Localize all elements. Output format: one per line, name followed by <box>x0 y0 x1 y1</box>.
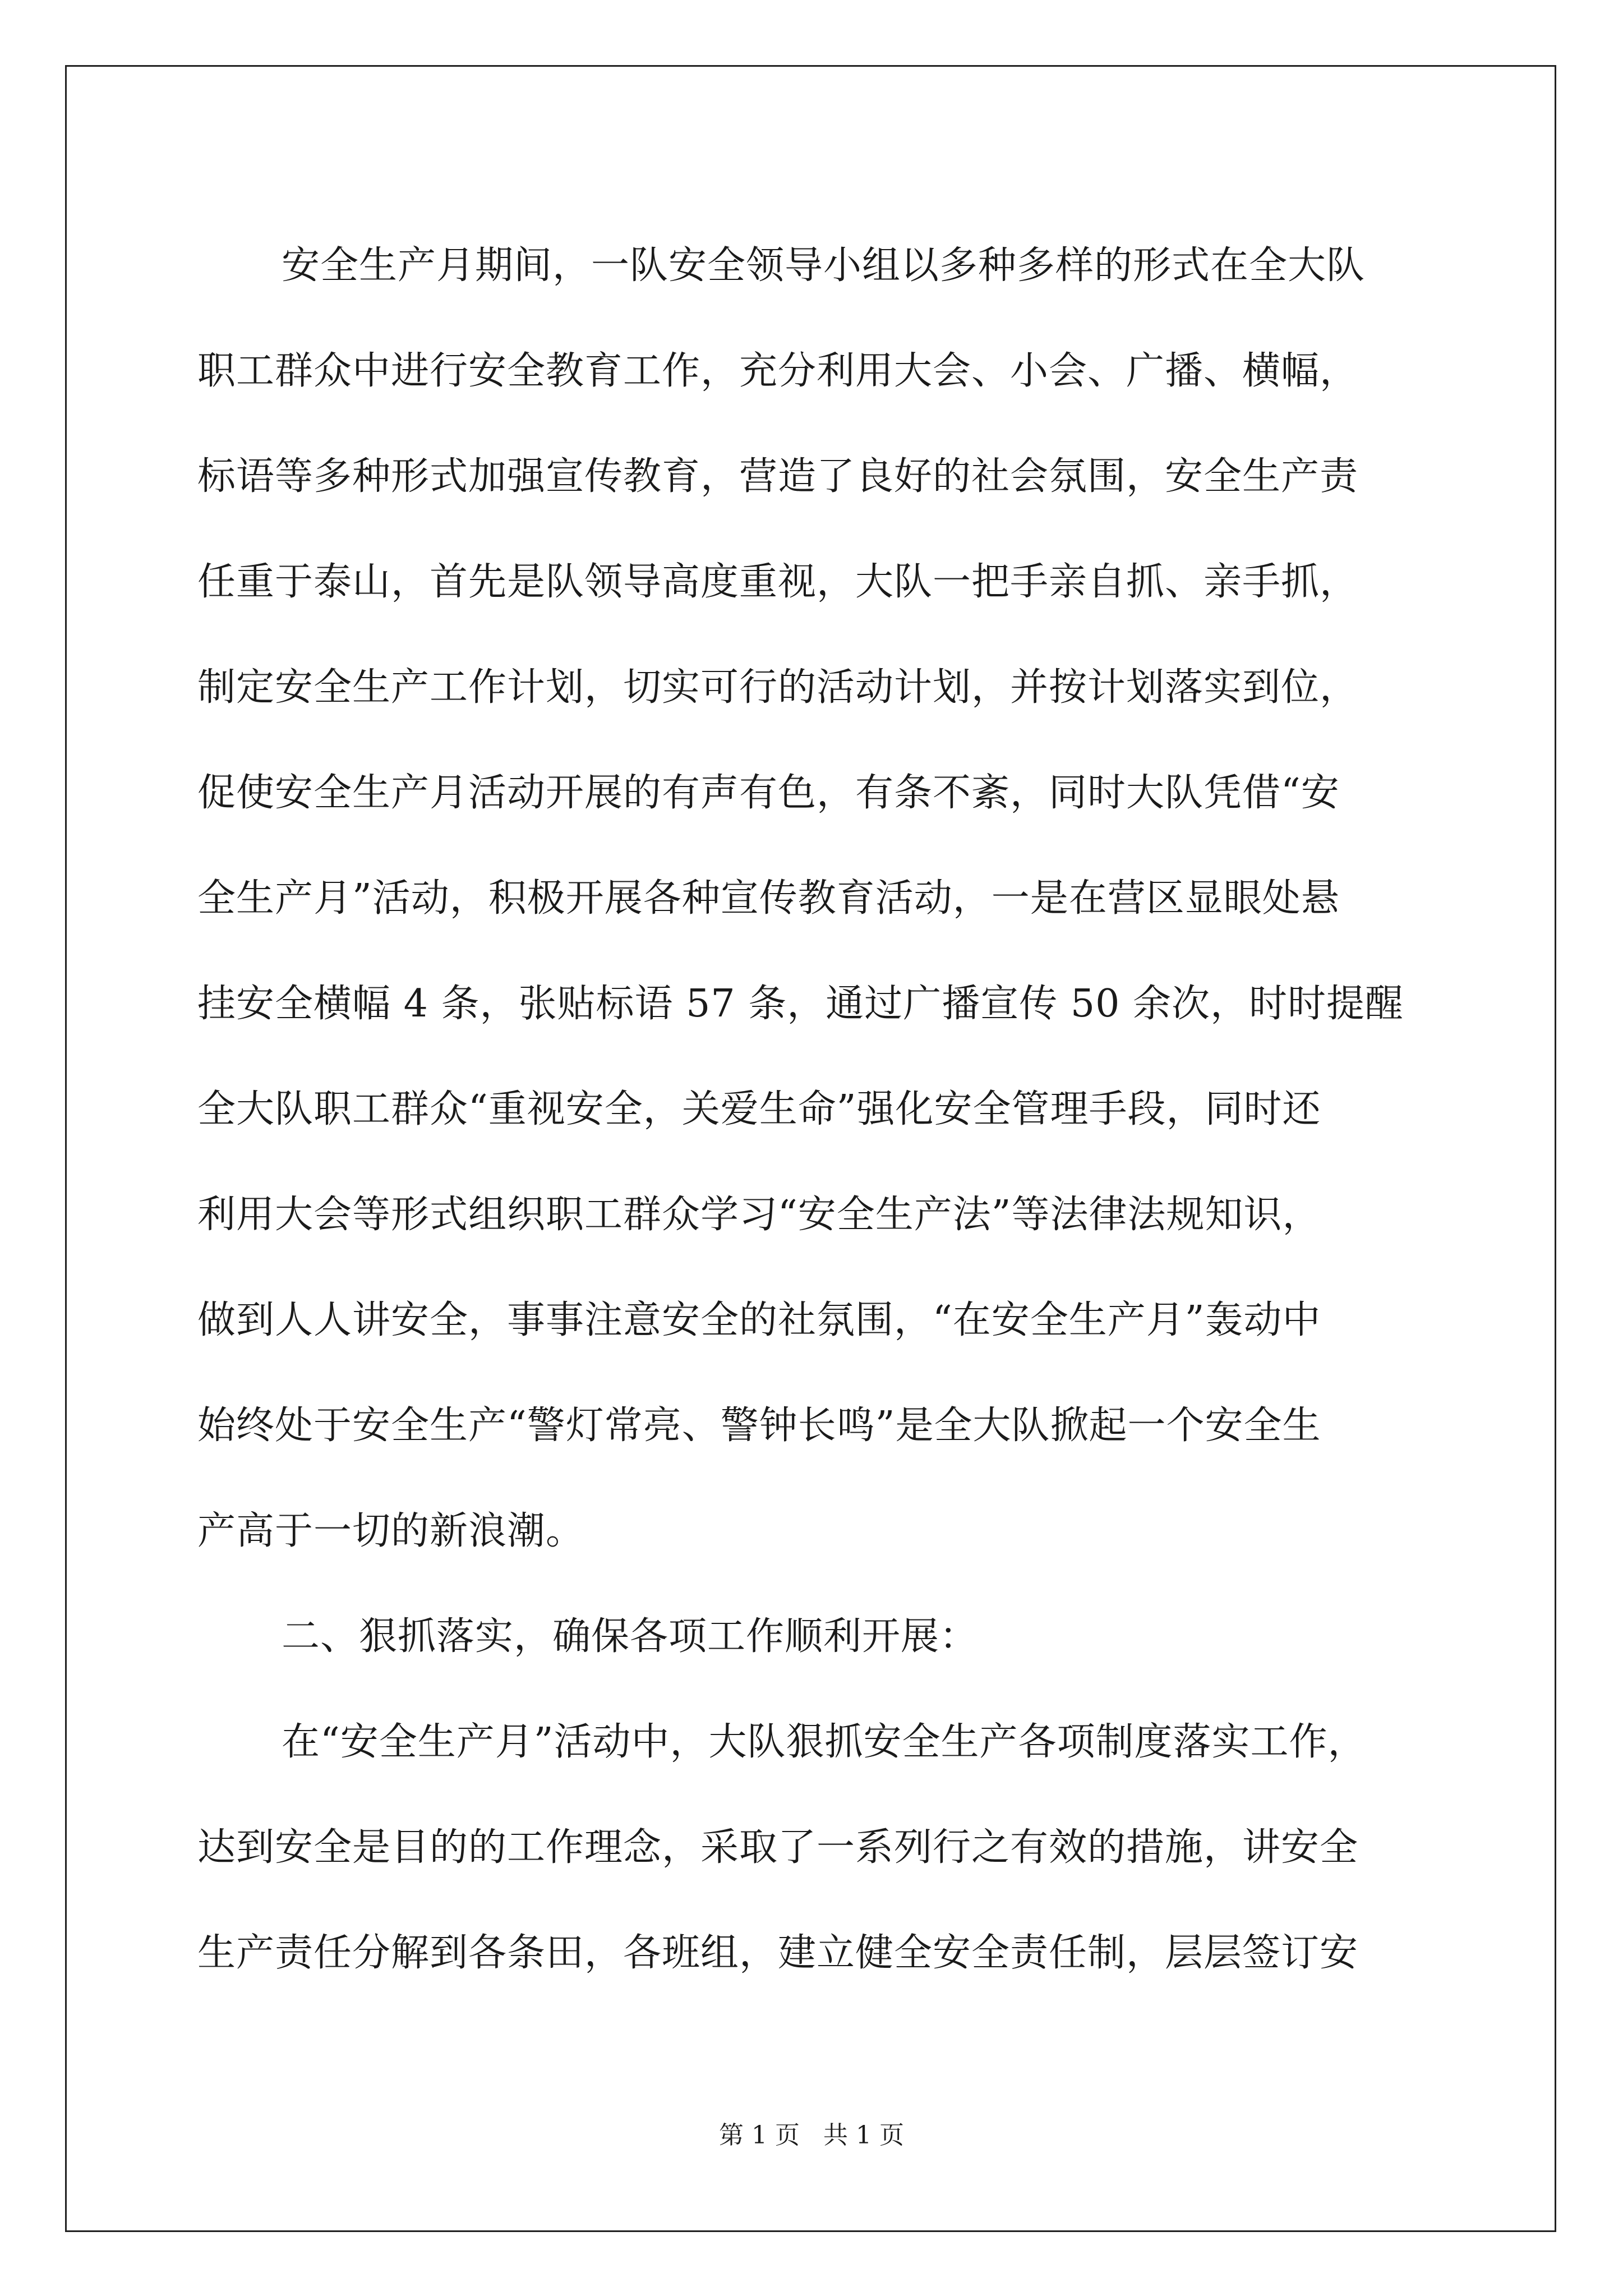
paragraph-2-line-1: 在“安全生产月”活动中，大队狠抓安全生产各项制度落实工作， <box>282 1720 1367 1764</box>
paragraph-1-line-6: 促使安全生产月活动开展的有声有色，有条不紊，同时大队凭借“安 <box>197 771 1340 815</box>
paragraph-1-line-2: 职工群众中进行安全教育工作，充分利用大会、小会、广播、横幅， <box>197 349 1359 393</box>
paragraph-2-line-3: 生产责任分解到各条田，各班组，建立健全安全责任制，层层签订安 <box>197 1931 1359 1975</box>
document-body <box>197 213 1470 2006</box>
paragraph-1-line-1: 安全生产月期间，一队安全领导小组以多种多样的形式在全大队 <box>282 243 1366 288</box>
paragraph-1-line-3: 标语等多种形式加强宣传教育，营造了良好的社会氛围，安全生产责 <box>197 454 1359 499</box>
paragraph-1-line-12: 始终处于安全生产“警灯常亮、警钟长鸣”是全大队掀起一个安全生 <box>197 1404 1321 1448</box>
paragraph-1-line-7: 全生产月”活动，积极开展各种宣传教育活动，一是在营区显眼处悬 <box>197 876 1340 921</box>
paragraph-1-line-11: 做到人人讲安全，事事注意安全的社氛围，“在安全生产月”轰动中 <box>197 1298 1321 1342</box>
paragraph-1-line-4: 任重于泰山，首先是队领导高度重视，大队一把手亲自抓、亲手抓， <box>197 560 1359 604</box>
paragraph-1-line-5: 制定安全生产工作计划，切实可行的活动计划，并按计划落实到位， <box>197 665 1359 710</box>
paragraph-2-line-2: 达到安全是目的的工作理念，采取了一系列行之有效的措施，讲安全 <box>197 1825 1359 1870</box>
paragraph-1-line-9: 全大队职工群众“重视安全，关爱生命”强化安全管理手段，同时还 <box>197 1087 1321 1131</box>
paragraph-1-line-8: 挂安全横幅 4 条，张贴标语 57 条，通过广播宣传 50 余次，时时提醒 <box>197 982 1404 1026</box>
paragraph-1-line-10: 利用大会等形式组织职工群众学习“安全生产法”等法律法规知识， <box>197 1193 1321 1237</box>
paragraph-1-line-13: 产高于一切的新浪潮。 <box>197 1509 585 1553</box>
section-heading: 二、狠抓落实，确保各项工作顺利开展： <box>282 1614 979 1659</box>
page-number-footer: 第 1 页 共 1 页 <box>719 2121 904 2150</box>
